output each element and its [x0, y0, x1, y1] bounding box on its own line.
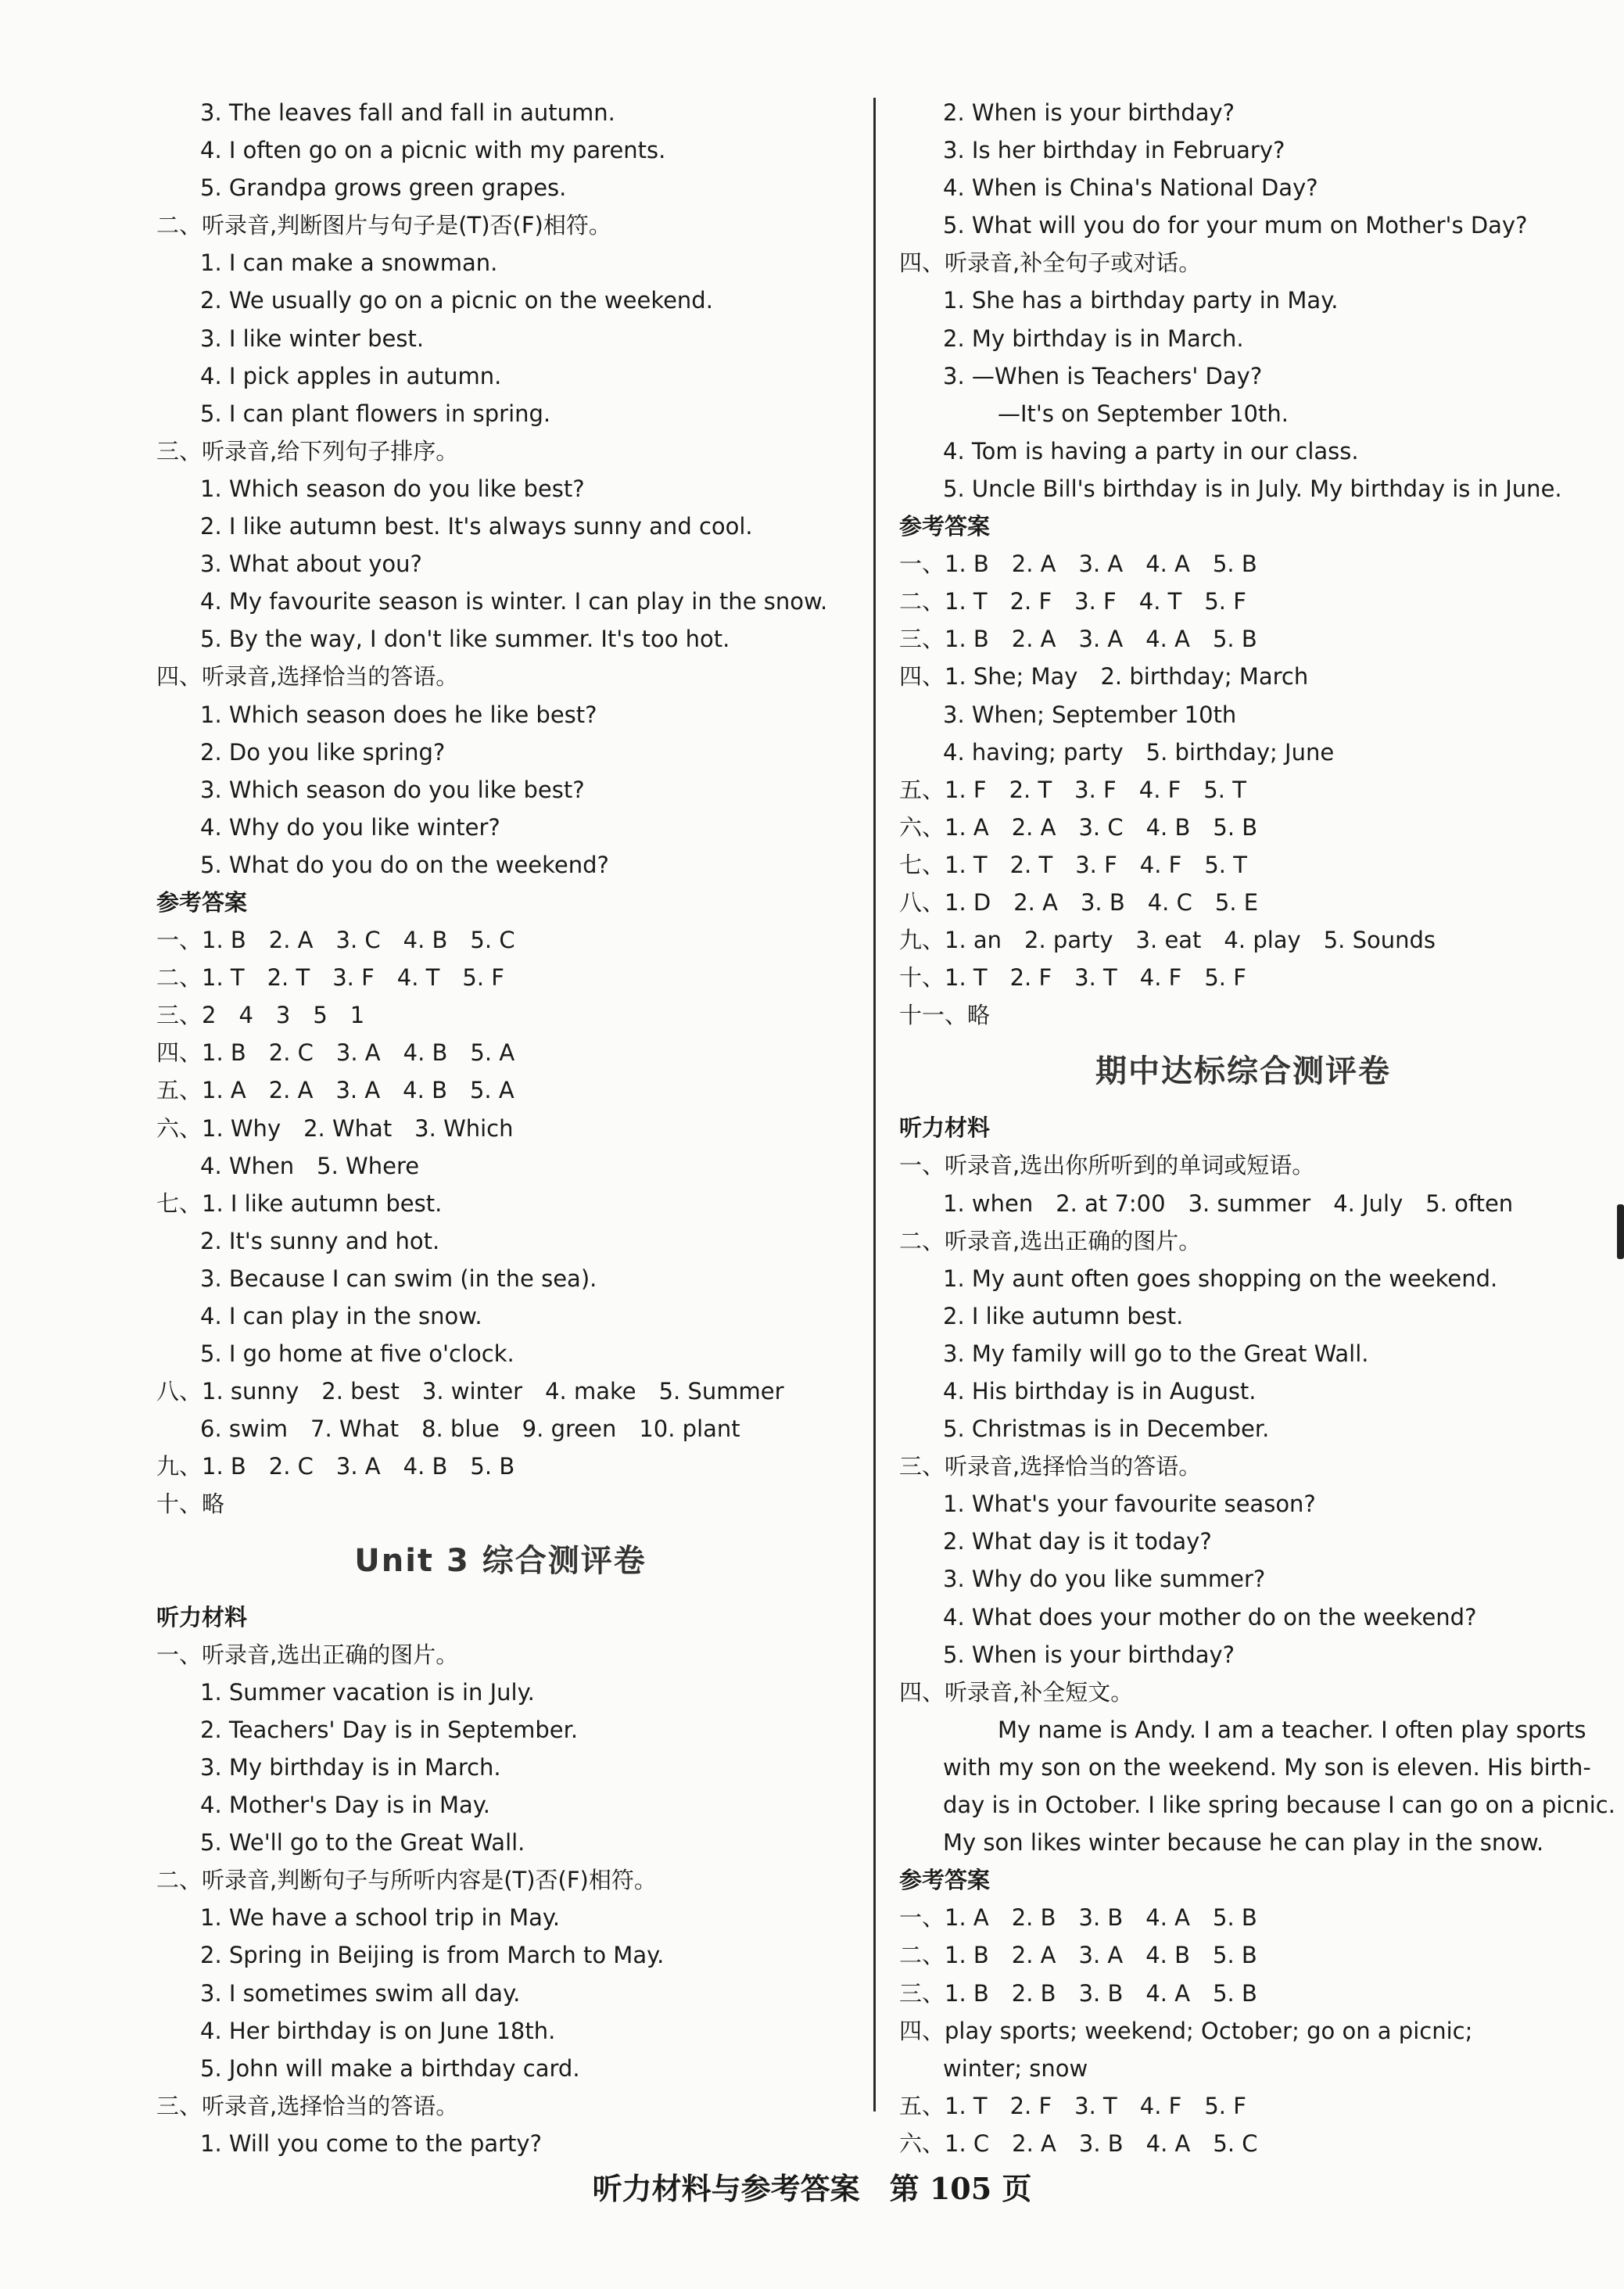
page-footer: 听力材料与参考答案 第 105 页	[592, 2171, 1032, 2206]
text-line: 一、听录音,选出你所听到的单词或短语。	[899, 1152, 1315, 1179]
text-line: with my son on the weekend. My son is eleven. His birth-	[943, 1753, 1591, 1781]
text-line: 四、1. She; May 2. birthday; March	[899, 663, 1309, 691]
text-line: 3. —When is Teachers' Day?	[943, 362, 1263, 389]
text-line: 九、1. B 2. C 3. A 4. B 5. B	[156, 1453, 515, 1480]
text-line: 四、1. B 2. C 3. A 4. B 5. A	[156, 1039, 515, 1067]
section-heading: 参考答案	[899, 1867, 991, 1894]
text-line: 二、听录音,判断句子与所听内容是(T)否(F)相符。	[156, 1867, 657, 1894]
page-edge-mark	[1617, 1204, 1624, 1259]
text-line: 5. I can plant flowers in spring.	[200, 400, 551, 427]
text-line: 五、1. T 2. F 3. T 4. F 5. F	[899, 2092, 1246, 2119]
text-line: 4. Her birthday is on June 18th.	[200, 2017, 556, 2044]
text-line: 2. It's sunny and hot.	[200, 1227, 440, 1254]
text-line: My son likes winter because he can play in the snow.	[943, 1829, 1544, 1857]
text-line: 二、1. T 2. T 3. F 4. T 5. F	[156, 964, 504, 992]
text-line: 3. My birthday is in March.	[200, 1753, 501, 1781]
text-line: 八、1. sunny 2. best 3. winter 4. make 5. Summer	[156, 1378, 784, 1405]
text-line: 十、略	[156, 1491, 225, 1518]
text-line: 5. Uncle Bill's birthday is in July. My birthday is in June.	[943, 475, 1562, 502]
text-line: 九、1. an 2. party 3. eat 4. play 5. Sounds	[899, 927, 1436, 954]
left-column	[156, 94, 844, 2162]
text-line: 2. When is your birthday?	[943, 99, 1235, 126]
text-line: 3. Why do you like summer?	[943, 1566, 1266, 1593]
text-line: 2. I like autumn best. It's always sunny and cool.	[200, 513, 753, 540]
text-line: 2. Spring in Beijing is from March to May.	[200, 1942, 665, 1969]
text-line: 5. I go home at five o'clock.	[200, 1340, 514, 1368]
text-line: 2. We usually go on a picnic on the weekend.	[200, 287, 713, 314]
text-line: 二、1. T 2. F 3. F 4. T 5. F	[899, 588, 1246, 615]
text-line: 2. Do you like spring?	[200, 738, 446, 766]
section-heading: 参考答案	[156, 888, 248, 916]
text-line: 3. What about you?	[200, 551, 422, 578]
text-line: 一、1. B 2. A 3. A 4. A 5. B	[899, 551, 1257, 578]
text-line: 1. Which season does he like best?	[200, 701, 597, 728]
text-line: 十、1. T 2. F 3. T 4. F 5. F	[899, 964, 1246, 992]
text-line: 4. having; party 5. birthday; June	[943, 738, 1335, 766]
text-line: 5. What do you do on the weekend?	[200, 851, 609, 878]
text-line: My name is Andy. I am a teacher. I often play sports	[998, 1716, 1586, 1743]
text-line: 四、play sports; weekend; October; go on a picnic;	[899, 2017, 1473, 2044]
text-line: 3. Is her birthday in February?	[943, 137, 1285, 164]
text-line: 四、听录音,选择恰当的答语。	[156, 663, 459, 691]
text-line: 二、1. B 2. A 3. A 4. B 5. B	[899, 1942, 1257, 1969]
text-line: 1. I can make a snowman.	[200, 249, 498, 277]
text-line: 三、2 4 3 5 1	[156, 1002, 365, 1029]
text-line: 1. Will you come to the party?	[200, 2129, 542, 2157]
text-line: 2. Teachers' Day is in September.	[200, 1716, 579, 1743]
text-line: 三、1. B 2. A 3. A 4. A 5. B	[899, 626, 1257, 653]
text-line: 三、听录音,选择恰当的答语。	[156, 2092, 459, 2119]
text-line: 5. What will you do for your mum on Mother's Day?	[943, 212, 1528, 239]
text-line: 3. Which season do you like best?	[200, 776, 585, 803]
text-line: 四、听录音,补全短文。	[899, 1678, 1134, 1706]
text-line: 五、1. A 2. A 3. A 4. B 5. A	[156, 1077, 514, 1104]
text-line: 六、1. A 2. A 3. C 4. B 5. B	[899, 813, 1258, 841]
section-heading: 听力材料	[156, 1603, 248, 1631]
text-line: 5. When is your birthday?	[943, 1641, 1235, 1668]
right-column	[899, 94, 1615, 2162]
section-heading: 参考答案	[899, 513, 991, 540]
text-line: 4. When 5. Where	[200, 1152, 420, 1179]
section-title: 期中达标综合测评卷	[1095, 1053, 1391, 1090]
text-line: 5. Christmas is in December.	[943, 1415, 1270, 1443]
text-line: 2. I like autumn best.	[943, 1302, 1184, 1329]
text-line: 四、听录音,补全句子或对话。	[899, 249, 1202, 277]
text-line: 4. When is China's National Day?	[943, 174, 1318, 202]
text-line: 1. when 2. at 7:00 3. summer 4. July 5. often	[943, 1189, 1514, 1217]
text-line: 4. Mother's Day is in May.	[200, 1792, 491, 1819]
text-line: 5. We'll go to the Great Wall.	[200, 1829, 525, 1857]
text-line: 三、听录音,选择恰当的答语。	[899, 1453, 1202, 1480]
text-line: 二、听录音,判断图片与句子是(T)否(F)相符。	[156, 212, 611, 239]
text-line: 3. My family will go to the Great Wall.	[943, 1340, 1369, 1367]
text-line: 3. Because I can swim (in the sea).	[200, 1265, 597, 1292]
text-line: 3. I sometimes swim all day.	[200, 1979, 521, 2007]
text-line: 2. What day is it today?	[943, 1528, 1212, 1555]
text-line: 三、1. B 2. B 3. B 4. A 5. B	[899, 1979, 1257, 2007]
text-line: 4. I pick apples in autumn.	[200, 362, 502, 389]
text-line: 六、1. C 2. A 3. B 4. A 5. C	[899, 2129, 1258, 2157]
text-line: 4. Tom is having a party in our class.	[943, 437, 1359, 465]
text-line: 5. John will make a birthday card.	[200, 2054, 580, 2082]
section-title: Unit 3 综合测评卷	[354, 1542, 647, 1579]
text-line: 4. What does your mother do on the weekend?	[943, 1603, 1477, 1631]
text-line: day is in October. I like spring because I can go on a picnic.	[943, 1792, 1615, 1819]
text-line: 八、1. D 2. A 3. B 4. C 5. E	[899, 888, 1259, 916]
text-line: 5. Grandpa grows green grapes.	[200, 174, 567, 202]
text-line: 2. My birthday is in March.	[943, 325, 1244, 352]
text-line: 3. When; September 10th	[943, 701, 1237, 728]
text-line: 二、听录音,选出正确的图片。	[899, 1227, 1202, 1254]
text-line: 4. I often go on a picnic with my parents.	[200, 137, 666, 164]
text-line: —It's on September 10th.	[998, 400, 1289, 427]
text-line: 5. By the way, I don't like summer. It's too hot.	[200, 626, 730, 653]
text-line: 一、1. A 2. B 3. B 4. A 5. B	[899, 1904, 1257, 1932]
text-line: 六、1. Why 2. What 3. Which	[156, 1114, 514, 1142]
text-line: 1. She has a birthday party in May.	[943, 287, 1339, 314]
text-line: 1. My aunt often goes shopping on the weekend.	[943, 1265, 1498, 1292]
text-line: 十一、略	[899, 1002, 991, 1029]
text-line: 4. Why do you like winter?	[200, 813, 500, 841]
text-line: 一、1. B 2. A 3. C 4. B 5. C	[156, 927, 515, 954]
text-line: 1. Which season do you like best?	[200, 475, 585, 502]
text-line: 三、听录音,给下列句子排序。	[156, 437, 459, 465]
text-line: 七、1. T 2. T 3. F 4. F 5. T	[899, 851, 1247, 878]
text-line: 一、听录音,选出正确的图片。	[156, 1641, 459, 1668]
text-line: 4. My favourite season is winter. I can play in the snow.	[200, 588, 828, 615]
section-heading: 听力材料	[899, 1114, 991, 1142]
text-line: 4. I can play in the snow.	[200, 1303, 482, 1329]
text-line: winter; snow	[943, 2054, 1088, 2082]
text-line: 1. What's your favourite season?	[943, 1491, 1316, 1518]
text-line: 6. swim 7. What 8. blue 9. green 10. plant	[200, 1415, 740, 1443]
text-line: 4. His birthday is in August.	[943, 1378, 1257, 1405]
text-line: 3. I like winter best.	[200, 325, 425, 352]
text-line: 五、1. F 2. T 3. F 4. F 5. T	[899, 776, 1246, 803]
text-line: 1. We have a school trip in May.	[200, 1904, 561, 1932]
text-line: 3. The leaves fall and fall in autumn.	[200, 99, 615, 126]
text-line: 1. Summer vacation is in July.	[200, 1678, 535, 1706]
text-line: 七、1. I like autumn best.	[156, 1189, 443, 1217]
column-divider	[873, 98, 876, 2111]
